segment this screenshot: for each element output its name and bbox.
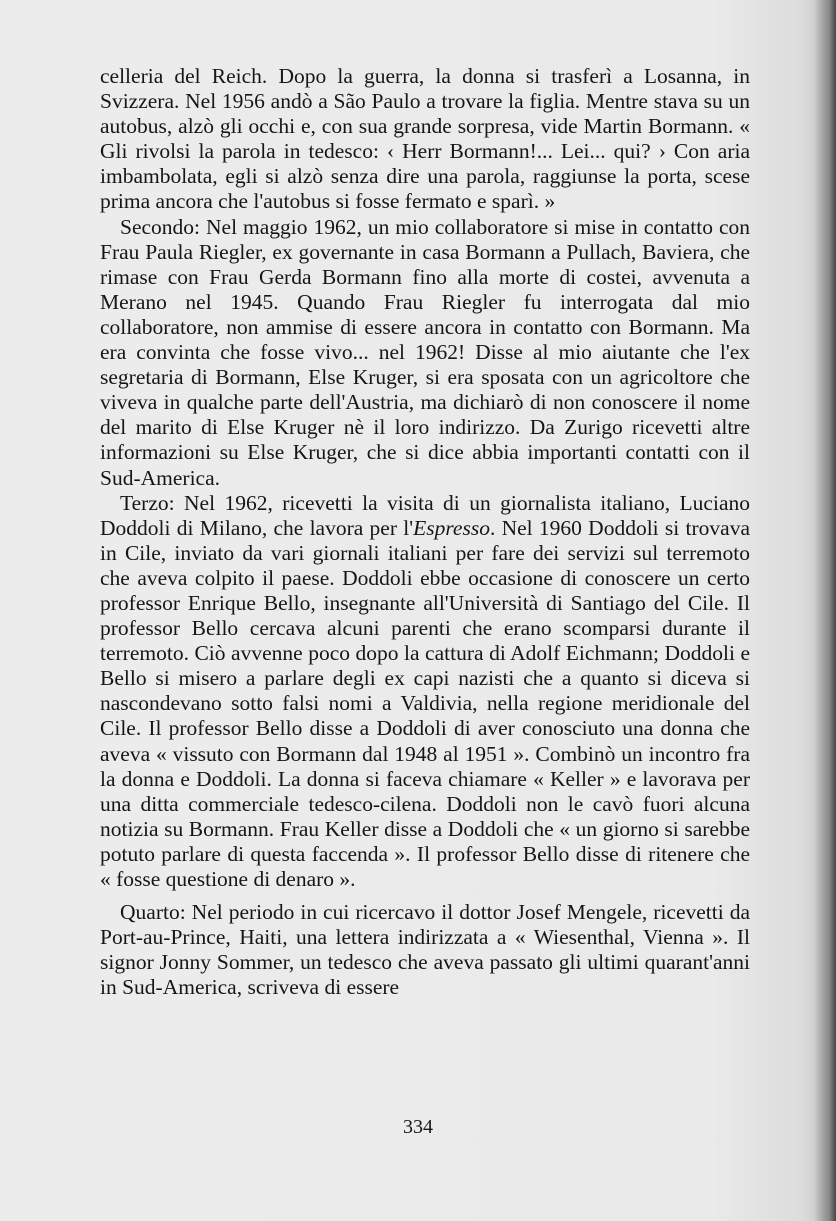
page-edge-shadow	[814, 0, 836, 1221]
page-number: 334	[403, 1116, 433, 1138]
periodical-title: Espresso	[413, 515, 490, 540]
body-text	[100, 64, 750, 1000]
paragraph-continuation: celleria del Reich. Dopo la guerra, la donna si trasferì a Losanna, in Svizzera. Nel 1956 andò a São Paulo a trovare la figlia. Mentre stava su un autobus, alzò gli occhi e, con sua grande sorpresa, vide Martin Bormann. « Gli rivolsi la parola in tedesco: ‹ Herr Bormann!... Lei... qui? › Con aria imbambolata, egli si alzò senza dire una parola, raggiunse la porta, scese prima ancora che l'autobus si fosse fermato e sparì. »	[100, 64, 750, 214]
terzo-text-end: . Nel 1960 Doddoli si trovava in Cile, inviato da vari giornali italiani per fare dei servizi sul terremoto che aveva colpito il paese. Doddoli ebbe occasione di conoscere un certo professor Enrique Bello, insegnante all'Università di Santiago del Cile. Il professor Bello cercava alcuni parenti che erano scomparsi durante il terremoto. Ciò avvenne poco dopo la cattura di Adolf Eichmann; Doddoli e Bello si misero a parlare degli ex capi nazisti che a quanto si diceva si nascondevano sotto falsi nomi a Valdivia, nella regione meridionale del Cile. Il professor Bello disse a Doddoli di aver conosciuto una donna che aveva « vissuto con Bormann dal 1948 al 1951 ». Combinò un incontro fra la donna e Doddoli. La donna si faceva chiamare « Keller » e lavorava per una ditta commerciale tedesco-cilena. Doddoli non le cavò fuori alcuna notizia su Bormann. Frau Keller disse a Doddoli che « un giorno si sarebbe potuto parlare di questa faccenda ». Il professor Bello disse di ritenere che « fosse questione di denaro ».	[100, 515, 750, 891]
terzo-text-start: Terzo: Nel 1962, ricevetti la visita di un giornalista italiano, Luciano Doddoli di Milano, che lavora per l'	[100, 490, 750, 540]
paragraph-secondo: Secondo: Nel maggio 1962, un mio collaboratore si mise in contatto con Frau Paula Riegler, ex governante in casa Bormann a Pullach, Baviera, che rimase con Frau Gerda Bormann fino alla morte di costei, avvenuta a Merano nel 1945. Quando Frau Riegler fu interrogata dal mio collaboratore, non ammise di essere ancora in contatto con Bormann. Ma era convinta che fosse vivo... nel 1962! Disse al mio aiutante che l'ex segretaria di Bormann, Else Kruger, si era sposata con un agricoltore che viveva in qualche parte dell'Austria, ma dichiarò di non conoscere il nome del marito di Else Kruger nè il loro indirizzo. Da Zurigo ricevetti altre informazioni su Else Kruger, che si dice abbia importanti contatti con il Sud-America.	[100, 214, 750, 490]
paragraph-quarto: Quarto: Nel periodo in cui ricercavo il dottor Josef Mengele, ricevetti da Port-au-Prince, Haiti, una lettera indirizzata a « Wiesenthal, Vienna ». Il signor Jonny Sommer, un tedesco che aveva passato gli ultimi quarant'anni in Sud-America, scriveva di essere	[100, 900, 750, 1000]
paragraph-terzo	[100, 491, 750, 893]
